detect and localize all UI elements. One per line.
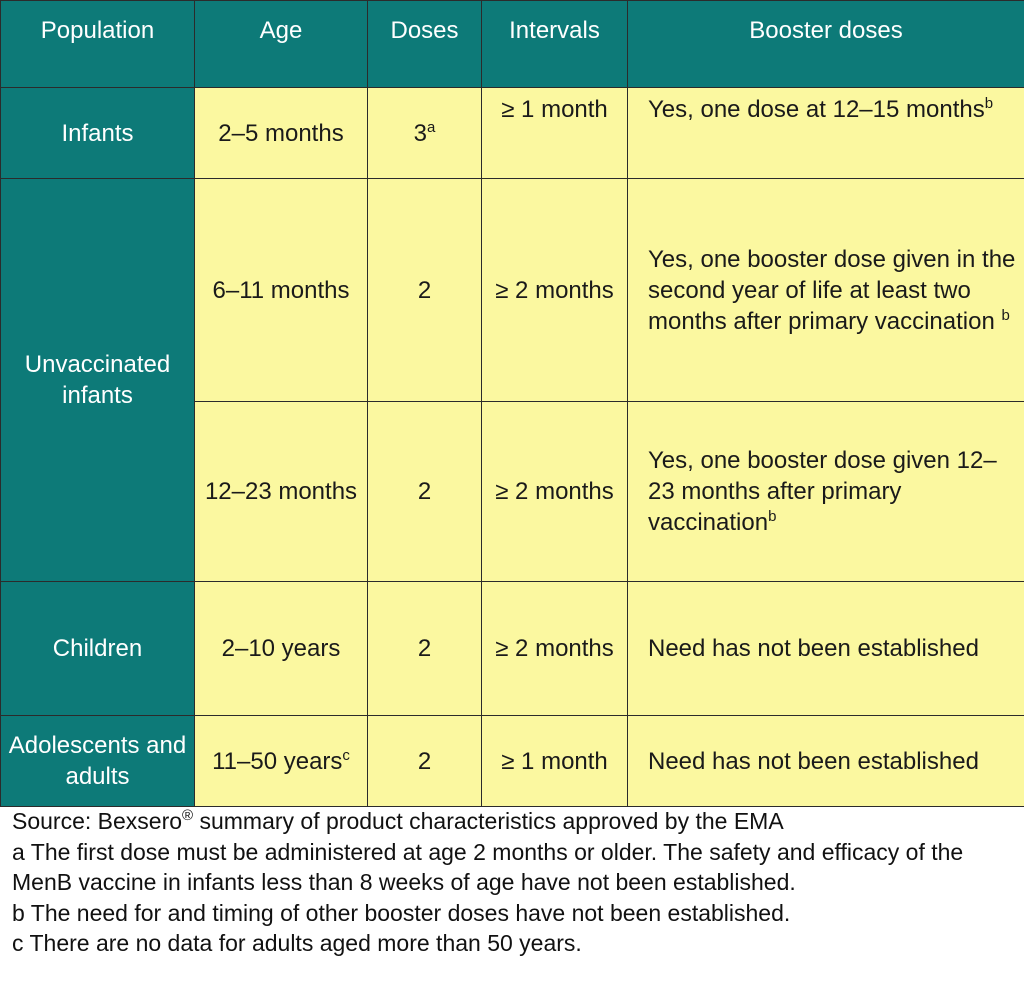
header-row [1, 1, 1024, 88]
interval-cell: ≥ 1 month [482, 88, 628, 179]
doses-cell: 2 [368, 582, 482, 716]
table-footnotes [12, 806, 1012, 959]
age-cell: 2–10 years [195, 582, 368, 716]
booster-cell: Yes, one booster dose given in the second year of life at least two months after primary vaccination $^b$ [628, 179, 1024, 402]
booster-cell: Yes, one dose at 12–15 months$^b$ [628, 88, 1024, 179]
age-cell: 11–50 years$^c$ [195, 716, 368, 807]
population-cell: Infants [1, 88, 195, 179]
header-age: Age [195, 1, 368, 88]
population-cell: Adolescents and adults [1, 716, 195, 807]
doses-cell: 2 [368, 179, 482, 402]
booster-cell: Need has not been established [628, 582, 1024, 716]
table-row [1, 716, 1024, 807]
footnote-marker: b [984, 95, 994, 112]
footnote-marker: b [1001, 306, 1010, 324]
age-cell: 12–23 months [195, 402, 368, 582]
interval-cell: ≥ 2 months [482, 582, 628, 716]
doses-cell: 3$^a$ [368, 88, 482, 179]
header-intervals: Intervals [482, 1, 628, 88]
age-cell: 6–11 months [195, 179, 368, 402]
footnote-marker: b [768, 508, 777, 525]
header-population: Population [1, 1, 195, 88]
population-cell: Unvaccinated infants [1, 179, 195, 582]
table-row [1, 88, 1024, 179]
table-row [1, 179, 1024, 402]
footnote-a: a The first dose must be administered at age 2 months or older. The safety and efficacy of the MenB vaccine in infants less than 8 weeks of age have not been established. [12, 838, 964, 895]
population-cell: Children [1, 582, 195, 716]
footnote-marker: c [342, 746, 350, 764]
doses-cell: 2 [368, 716, 482, 807]
booster-cell: Yes, one booster dose given 12–23 months after primary vaccination$^b$ [628, 402, 1024, 582]
interval-cell: ≥ 2 months [482, 179, 628, 402]
table-row [1, 582, 1024, 716]
header-booster: Booster doses [628, 1, 1024, 88]
source-note: Source: Bexsero® summary of product characteristics approved by the EMA [12, 807, 784, 834]
registered-mark: ® [182, 807, 194, 824]
booster-cell: Need has not been established [628, 716, 1024, 807]
doses-cell: 2 [368, 402, 482, 582]
header-doses: Doses [368, 1, 482, 88]
footnote-b: b The need for and timing of other booster doses have not been established. [12, 899, 791, 926]
age-cell: 2–5 months [195, 88, 368, 179]
interval-cell: ≥ 1 month [482, 716, 628, 807]
footnote-marker: a [427, 118, 436, 136]
footnote-c: c There are no data for adults aged more than 50 years. [12, 930, 582, 956]
interval-cell: ≥ 2 months [482, 402, 628, 582]
